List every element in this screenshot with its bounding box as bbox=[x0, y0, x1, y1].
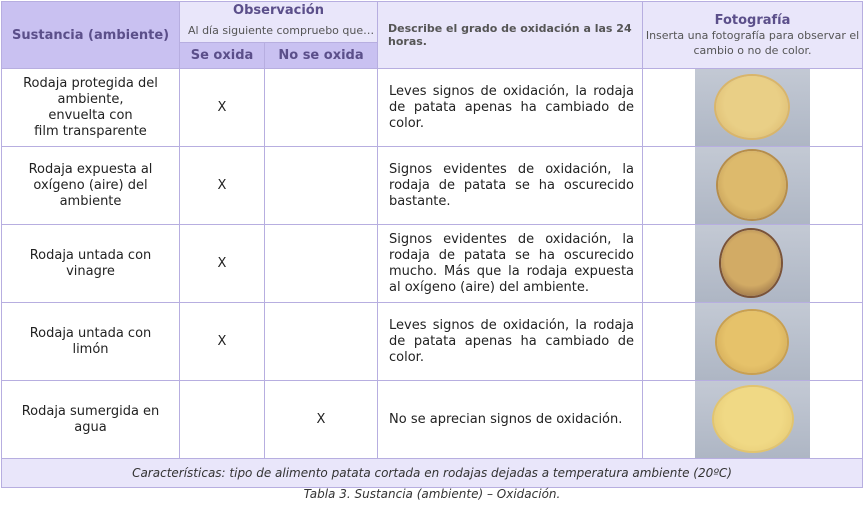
potato-slice-icon bbox=[721, 230, 781, 296]
cell-descripcion: Signos evidentes de oxidación, la rodaja de patata se ha oscurecido mucho. Más que la rodaja expuesta al oxígeno (aire) del ambiente. bbox=[378, 225, 643, 303]
cell-fotografia bbox=[643, 381, 863, 459]
potato-slice-icon bbox=[716, 76, 788, 138]
potato-slice-photo bbox=[695, 69, 810, 146]
cell-no-se-oxida bbox=[265, 225, 378, 303]
sustancia-line: Rodaja expuesta al bbox=[28, 161, 153, 177]
sustancia-line: agua bbox=[74, 419, 107, 435]
oxidation-table bbox=[1, 1, 863, 488]
sustancia-line: vinagre bbox=[66, 263, 115, 279]
cell-fotografia bbox=[643, 69, 863, 147]
header-fotografia-sub: Inserta una fotografía para observar el cambio o no de color. bbox=[645, 28, 860, 57]
cell-no-se-oxida: X bbox=[265, 381, 378, 459]
sustancia-line: Rodaja protegida del bbox=[23, 75, 158, 91]
sustancia-line: Rodaja untada con bbox=[29, 247, 152, 263]
cell-sustancia bbox=[2, 69, 180, 147]
sustancia-line: film transparente bbox=[34, 123, 147, 139]
cell-se-oxida: X bbox=[180, 303, 265, 381]
cell-descripcion: Leves signos de oxidación, la rodaja de patata apenas ha cambiado de color. bbox=[378, 69, 643, 147]
table-row bbox=[2, 147, 863, 225]
cell-no-se-oxida bbox=[265, 69, 378, 147]
cell-fotografia bbox=[643, 303, 863, 381]
cell-no-se-oxida bbox=[265, 147, 378, 225]
cell-se-oxida: X bbox=[180, 69, 265, 147]
header-fotografia: Fotografía bbox=[714, 12, 791, 28]
header-sustancia: Sustancia (ambiente) bbox=[2, 2, 180, 69]
sustancia-line: limón bbox=[72, 341, 109, 357]
sustancia-line: Rodaja sumergida en bbox=[21, 403, 160, 419]
cell-fotografia bbox=[643, 147, 863, 225]
header-observacion-group bbox=[180, 2, 378, 43]
cell-descripcion: Signos evidentes de oxidación, la rodaja de patata se ha oscurecido bastante. bbox=[378, 147, 643, 225]
cell-fotografia bbox=[643, 225, 863, 303]
sustancia-line: Rodaja untada con bbox=[29, 325, 152, 341]
cell-se-oxida: X bbox=[180, 225, 265, 303]
table-row bbox=[2, 225, 863, 303]
sustancia-line: envuelta con bbox=[48, 107, 133, 123]
potato-slice-icon bbox=[718, 151, 786, 219]
cell-descripcion: No se aprecian signos de oxidación. bbox=[378, 381, 643, 459]
sustancia-line: ambiente, bbox=[57, 91, 124, 107]
cell-se-oxida bbox=[180, 381, 265, 459]
header-se-oxida: Se oxida bbox=[180, 43, 265, 69]
cell-no-se-oxida bbox=[265, 303, 378, 381]
potato-slice-photo bbox=[695, 381, 810, 458]
cell-sustancia bbox=[2, 147, 180, 225]
cell-sustancia bbox=[2, 381, 180, 459]
header-no-se-oxida: No se oxida bbox=[265, 43, 378, 69]
potato-slice-photo bbox=[695, 303, 810, 380]
sustancia-line: ambiente bbox=[59, 193, 122, 209]
header-observacion: Observación bbox=[233, 3, 324, 18]
table-row bbox=[2, 381, 863, 459]
header-observacion-sub: Al día siguiente compruebo que… bbox=[188, 24, 375, 37]
table-row bbox=[2, 69, 863, 147]
potato-slice-icon bbox=[717, 311, 787, 373]
cell-sustancia bbox=[2, 225, 180, 303]
cell-se-oxida: X bbox=[180, 147, 265, 225]
cell-sustancia bbox=[2, 303, 180, 381]
header-describe: Describe el grado de oxidación a las 24 horas. bbox=[378, 2, 643, 69]
potato-slice-photo bbox=[695, 225, 810, 302]
potato-slice-photo bbox=[695, 147, 810, 224]
header-fotografia-group bbox=[643, 2, 863, 69]
table-body bbox=[2, 69, 863, 459]
sustancia-line: oxígeno (aire) del bbox=[33, 177, 148, 193]
table-row bbox=[2, 303, 863, 381]
cell-descripcion: Leves signos de oxidación, la rodaja de patata apenas ha cambiado de color. bbox=[378, 303, 643, 381]
table-caption: Tabla 3. Sustancia (ambiente) – Oxidación. bbox=[303, 487, 561, 501]
potato-slice-icon bbox=[714, 387, 792, 451]
table-footer: Características: tipo de alimento patata cortada en rodajas dejadas a temperatura ambiente (20ºC) bbox=[2, 459, 863, 488]
